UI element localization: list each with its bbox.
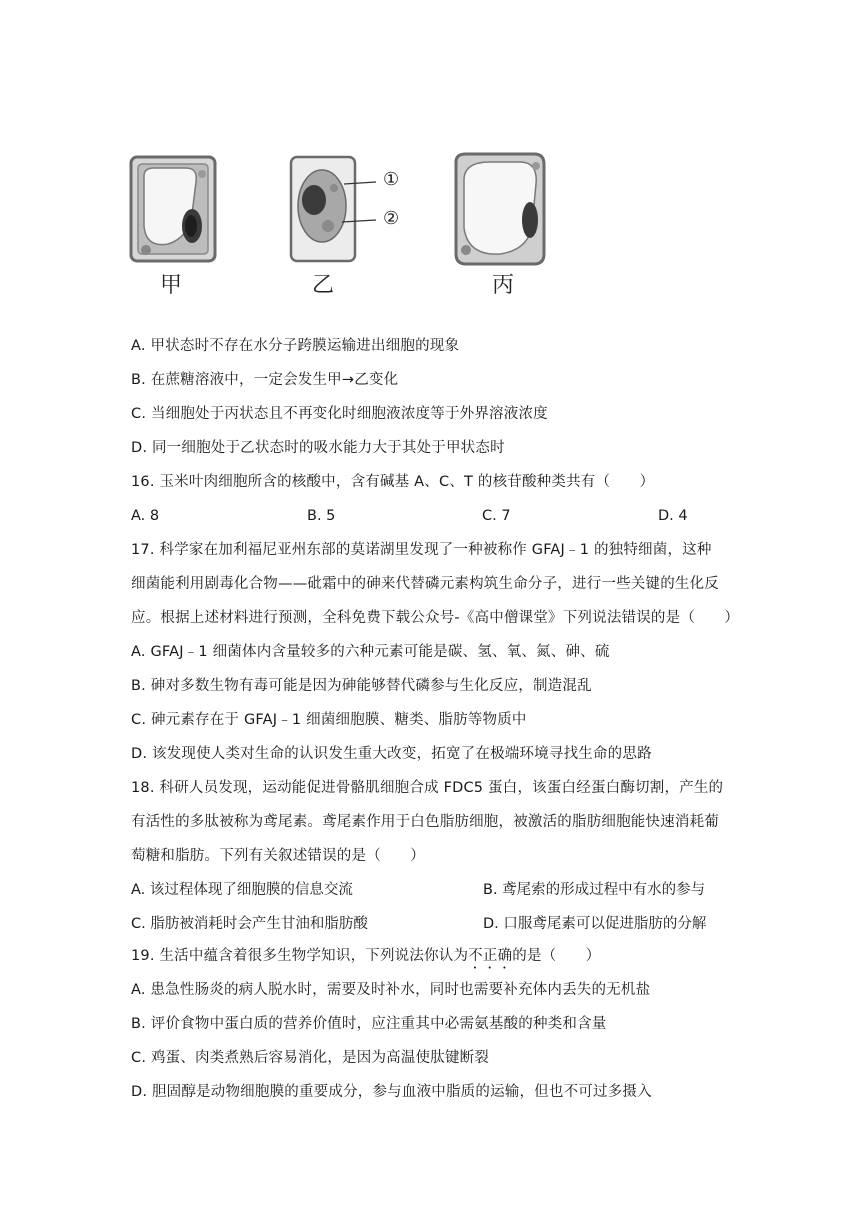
q16-option-b: B. 5 [307,508,336,524]
q18-stem-line-3: 萄糖和脂肪。下列有关叙述错误的是（ ） [131,848,425,864]
callout-lines [340,176,380,226]
q16-stem: 16. 玉米叶肉细胞所含的核酸中，含有碱基 A、C、T 的核苷酸种类共有（ ） [131,474,655,490]
q19-stem [131,946,600,972]
q18-option-d: D. 口服鸢尾素可以促进脂肪的分解 [483,916,707,932]
q16-option-c: C. 7 [482,508,511,524]
q17-option-a: A. GFAJ﹣1 细菌体内含量较多的六种元素可能是碳、氢、氧、氮、砷、硫 [131,644,610,660]
q18-stem-line-1: 18. 科研人员发现，运动能促进骨骼肌细胞合成 FDC5 蛋白，该蛋白经蛋白酶切割，产生的 [131,780,724,796]
q15-option-d: D. 同一细胞处于乙状态时的吸水能力大于其处于甲状态时 [131,440,505,456]
q17-option-b: B. 砷对多数生物有毒可能是因为砷能够替代磷参与生化反应，制造混乱 [131,678,592,694]
figure-label-jia: 甲 [160,273,183,298]
q15-option-b: B. 在蔗糖溶液中，一定会发生甲→乙变化 [131,372,399,388]
q18-option-a: A. 该过程体现了细胞膜的信息交流 [131,882,353,898]
cell-bing-illustration [450,150,550,268]
q18-option-b: B. 鸢尾索的形成过程中有水的参与 [483,882,706,898]
q17-stem-line-3: 应。根据上述材料进行预测，全科免费下载公众号-《高中僧课堂》下列说法错误的是（ ） [131,610,740,626]
q17-stem-line-2: 细菌能利用剧毒化合物——砒霜中的砷来代替磷元素构筑生命分子，进行一些关键的生化反 [131,576,719,592]
q15-option-a: A. 甲状态时不存在水分子跨膜运输进出细胞的现象 [131,338,460,354]
q19-option-d: D. 胆固醇是动物细胞膜的重要成分，参与血液中脂质的运输，但也不可过多摄入 [131,1084,652,1100]
figure-label-bing: 丙 [492,273,515,298]
q19-stem-after: 的是（ ） [512,948,601,964]
q18-option-c: C. 脂肪被消耗时会产生甘油和脂肪酸 [131,916,368,932]
figure-label-yi: 乙 [312,273,335,298]
q17-option-c: C. 砷元素存在于 GFAJ﹣1 细菌细胞膜、糖类、脂肪等物质中 [131,712,527,728]
cell-figure [128,146,568,306]
q17-stem-line-1: 17. 科学家在加利福尼亚州东部的莫诺湖里发现了一种被称作 GFAJ﹣1 的独特细菌，这种 [131,542,712,558]
q19-option-a: A. 患急性肠炎的病人脱水时，需要及时补水，同时也需要补充体内丢失的无机盐 [131,982,651,998]
q18-stem-line-2: 有活性的多肽被称为鸢尾素。鸢尾素作用于白色脂肪细胞，被激活的脂肪细胞能快速消耗葡 [131,814,719,830]
q15-option-c: C. 当细胞处于丙状态且不再变化时细胞液浓度等于外界溶液浓度 [131,406,548,422]
q19-option-b: B. 评价食物中蛋白质的营养价值时，应注重其中必需氨基酸的种类和含量 [131,1016,607,1032]
q16-option-d: D. 4 [658,508,688,524]
q19-option-c: C. 鸡蛋、肉类煮熟后容易消化，是因为高温使肽键断裂 [131,1050,490,1066]
q19-stem-emphasis: 不正确 [468,948,513,964]
callout-1: ① [383,169,400,190]
callout-2: ② [383,208,400,229]
q16-option-a: A. 8 [131,508,160,524]
q17-option-d: D. 该发现使人类对生命的认识发生重大改变，拓宽了在极端环境寻找生命的思路 [131,746,652,762]
q19-stem-before: 19. 生活中蕴含着很多生物学知识，下列说法你认为 [131,948,469,964]
cell-jia-illustration [128,154,218,264]
